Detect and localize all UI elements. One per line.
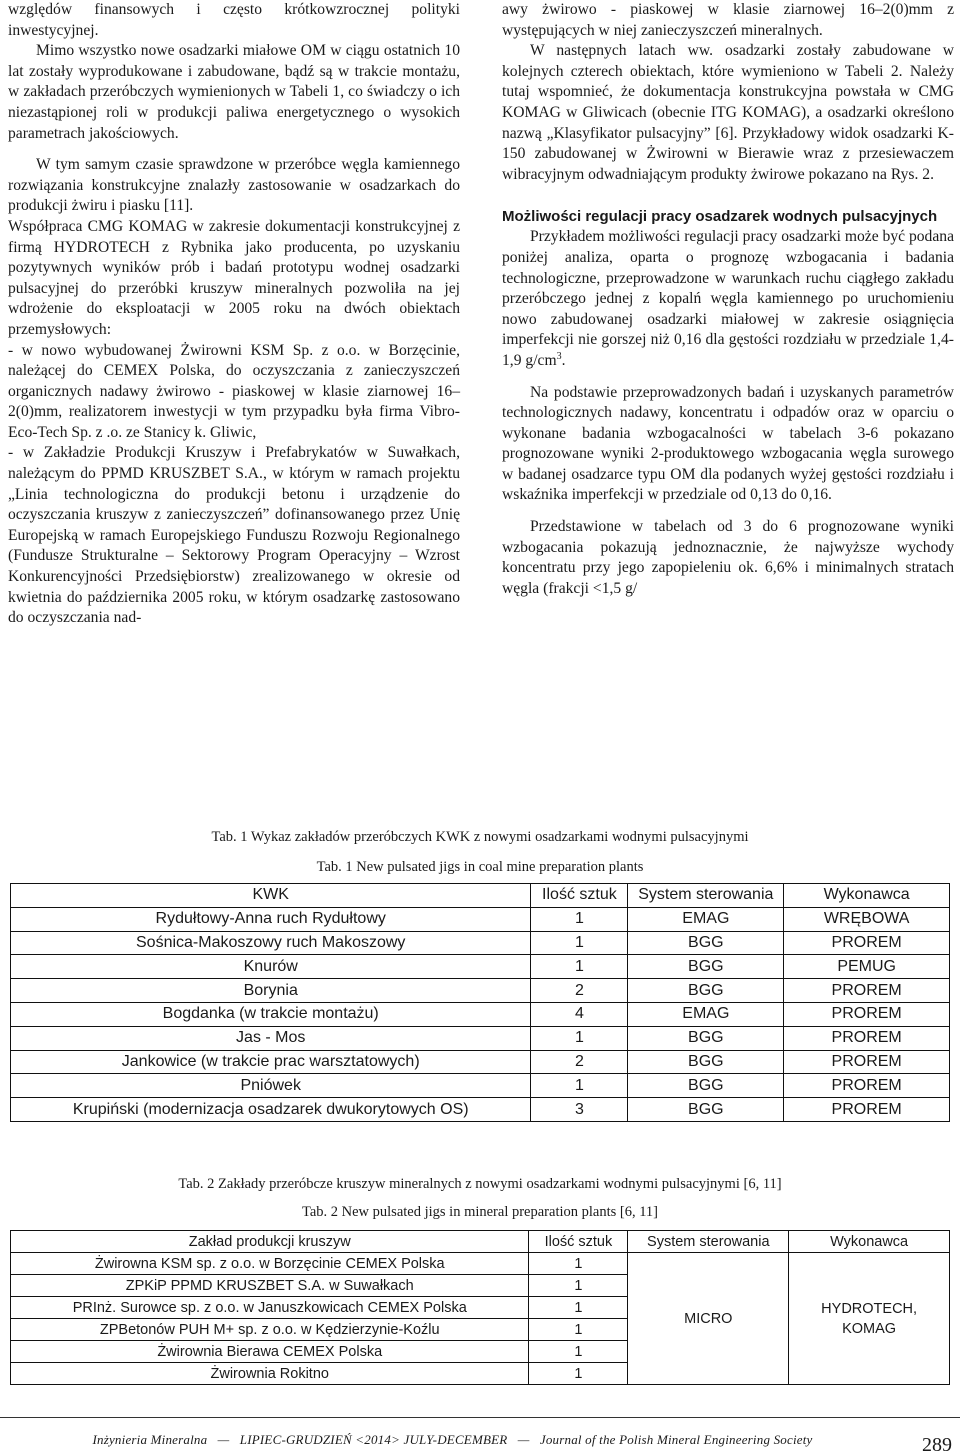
journal-name: Inżynieria Mineralna (92, 1432, 208, 1447)
table-cell: BGG (628, 931, 784, 955)
table-cell: 1 (529, 1341, 628, 1363)
table-cell: Borynia (11, 979, 531, 1003)
paragraph: Współpraca CMG KOMAG w zakresie dokumentacji konstrukcyjnej z firmą HYDROTECH z Rybnika jako producenta, po uzyskaniu pozytywnych wyników prób i badań prototypu wodnej osadzarki pulsacyjnej do przeróbki kruszyw mineralnych pozwoliła na jej wdrożenie do eksploatacji w 2005 roku na dwóch obiektach przemysłowych: (8, 217, 460, 338)
table-cell: 1 (531, 931, 628, 955)
table-cell: Krupiński (modernizacja osadzarek dwukorytowych OS) (11, 1098, 531, 1122)
table-cell: PRInż. Surowce sp. z o.o. w Januszkowicach CEMEX Polska (11, 1297, 529, 1319)
section-heading: Możliwości regulacji pracy osadzarek wodnych pulsacyjnych (502, 208, 938, 226)
table-cell: BGG (628, 1074, 784, 1098)
table-cell: BGG (628, 979, 784, 1003)
table-cell: ZPKiP PPMD KRUSZBET S.A. w Suwałkach (11, 1275, 529, 1297)
footer-divider (0, 1417, 960, 1418)
table-cell: Sośnica-Makoszowy ruch Makoszowy (11, 931, 531, 955)
contractor-line: HYDROTECH, (821, 1300, 918, 1317)
table-cell: Jas - Mos (11, 1026, 531, 1050)
table-row (11, 979, 950, 1003)
issue-info: LIPIEC-GRUDZIEŃ <2014> JULY-DECEMBER (239, 1432, 508, 1447)
table-row (11, 1098, 950, 1122)
table-header-cell: Wykonawca (789, 1231, 950, 1253)
table-cell: Jankowice (w trakcie prac warsztatowych) (11, 1050, 531, 1074)
table-cell: PROREM (784, 1026, 950, 1050)
table-row (11, 1050, 950, 1074)
paragraph: Przedstawione w tabelach od 3 do 6 prognozowane wyniki wzbogacania pokazują jednoznacznie, że najwyższe wychody koncentratu przy jego zapopieleniu ok. 6,6% i minimalnych stratach węgla (frakcji <1,5 g/ (502, 518, 954, 597)
table-cell: BGG (628, 955, 784, 979)
table-cell: BGG (628, 1050, 784, 1074)
table-cell: Knurów (11, 955, 531, 979)
table-row (11, 1002, 950, 1026)
table-cell: BGG (628, 1026, 784, 1050)
table-cell: 1 (531, 907, 628, 931)
table2-caption-pl: Tab. 2 Zakłady przeróbcze kruszyw mineralnych z nowymi osadzarkami wodnymi pulsacyjnymi [6, 11] (178, 1176, 782, 1192)
table-cell: 1 (529, 1319, 628, 1341)
table-cell: Bogdanka (w trakcie montażu) (11, 1002, 531, 1026)
table-cell: PROREM (784, 1050, 950, 1074)
table-cell: WRĘBOWA (784, 907, 950, 931)
paragraph: W następnych latach ww. osadzarki zostały zabudowane w kolejnych czterech obiektach, które wymieniono w Tabeli 2. Należy tutaj wspomnieć, że dokumentacja konstrukcyjna powstała w CMG KOMAG w Gliwicach (obecnie ITG KOMAG), a osadzarki określono nazwą „Klasyfikator pulsacyjny” [6]. Przykładowy widok osadzarki K-150 zabudowanej w Żwirowni w Bierawie wraz z przesiewaczem wibracyjnym odwadniającym produkty żwirowe pokazano na Rys. 2. (502, 42, 954, 183)
paragraph: względów finansowych i często krótkowzrocznej polityki inwestycyjnej. (8, 1, 460, 39)
table-cell: 1 (531, 1074, 628, 1098)
footer-separator: — (217, 1432, 230, 1447)
table-cell: Pniówek (11, 1074, 531, 1098)
left-column (8, 0, 460, 629)
table-header-row (11, 1231, 950, 1253)
right-column (502, 0, 954, 599)
table1-caption-pl: Tab. 1 Wykaz zakładów przeróbczych KWK z nowymi osadzarkami wodnymi pulsacyjnymi (211, 829, 749, 845)
table-cell: 1 (531, 1026, 628, 1050)
paragraph-end: . (561, 351, 566, 369)
table-cell: 1 (529, 1275, 628, 1297)
page-number: 289 (922, 1434, 952, 1455)
contractor-cell (789, 1253, 950, 1385)
table1 (10, 883, 950, 1122)
table-row (11, 1074, 950, 1098)
table-cell: PROREM (784, 979, 950, 1003)
table-row (11, 907, 950, 931)
table2-caption-en: Tab. 2 New pulsated jigs in mineral preparation plants [6, 11] (301, 1204, 659, 1220)
paragraph-text: Przykładem możliwości regulacji pracy osadzarki może być podana poniżej analiza, oparta o prognozę wzbogacania i badania technologiczne, przeprowadzone w warunkach ruchu ciągłego zakładu przeróbczego jednej z kopalń węgla kamiennego po uruchomieniu nowo zabudowanej osadzarki miałowej w zakresie osiągnięcia imperfekcji nie gorszej niż 0,16 dla gęstości rozdziału w przedziale 1,4-1,9 g/cm (502, 228, 954, 369)
paragraph (502, 227, 954, 371)
paragraph: Na podstawie przeprowadzonych badań i uzyskanych parametrów technologicznych nadawy, koncentratu i odpadów oraz w oparciu o wykonane badania wzbogacalności w tabelach 3-6 pokazano prognozowane wyniki 2-produktowego wzbogacania węgla surowego w badanej osadzarce typu OM dla podanych wyżej gęstości rozdziału i wskaźnika imperfekcji w przedziale od 0,13 do 0,16. (502, 383, 954, 504)
table-header-cell: Wykonawca (784, 884, 950, 908)
table-header-row (11, 884, 950, 908)
footer-journal-line (0, 1432, 905, 1448)
table-cell: Żwirownia Bierawa CEMEX Polska (11, 1341, 529, 1363)
table-header-cell: System sterowania (628, 1231, 789, 1253)
table-cell: PROREM (784, 1098, 950, 1122)
table2 (10, 1230, 950, 1385)
table-cell: Żwirownia Rokitno (11, 1363, 529, 1385)
table-cell: PROREM (784, 1074, 950, 1098)
paragraph: awy żwirowo - piaskowej w klasie ziarnowej 16–2(0)mm z występujących w niej zanieczyszczeń mineralnych. (502, 1, 954, 39)
table-row (11, 931, 950, 955)
table-cell: PROREM (784, 931, 950, 955)
table-cell: 2 (531, 1050, 628, 1074)
table-row (11, 1026, 950, 1050)
table-header-cell: System sterowania (628, 884, 784, 908)
table-header-cell: Ilość sztuk (531, 884, 628, 908)
table-cell: Rydułtowy-Anna ruch Rydułtowy (11, 907, 531, 931)
table-cell: 1 (529, 1253, 628, 1275)
table-cell: PROREM (784, 1002, 950, 1026)
table-header-cell: KWK (11, 884, 531, 908)
contractor-line: KOMAG (842, 1320, 897, 1337)
table-row (11, 1253, 950, 1275)
table-header-cell: Ilość sztuk (529, 1231, 628, 1253)
paragraph: Mimo wszystko nowe osadzarki miałowe OM w ciągu ostatnich 10 lat zostały wyprodukowane i zabudowane, bądź są w trakcie montażu, w zakładach przeróbczych wymienionych w Tabeli 1, co świadczy o ich niezastąpionej roli w produkcji paliwa energetycznego o wysokich parametrach jakościowych. (8, 42, 460, 142)
table-cell: 1 (529, 1297, 628, 1319)
table-cell: 1 (531, 955, 628, 979)
table-cell: 2 (531, 979, 628, 1003)
table-cell: 4 (531, 1002, 628, 1026)
table-row (11, 955, 950, 979)
table-cell: 3 (531, 1098, 628, 1122)
superscript: 3 (556, 350, 562, 362)
table-cell: EMAG (628, 1002, 784, 1026)
table-cell: 1 (529, 1363, 628, 1385)
table1-caption-en: Tab. 1 New pulsated jigs in coal mine preparation plants (316, 859, 644, 875)
table-cell: PEMUG (784, 955, 950, 979)
paragraph: W tym samym czasie sprawdzone w przeróbce węgla kamiennego rozwiązania konstrukcyjne znalazły zastosowanie w osadzarkach do produkcji żwiru i piasku [11]. (8, 156, 460, 215)
table-cell: EMAG (628, 907, 784, 931)
list-item: - w Zakładzie Produkcji Kruszyw i Prefabrykatów w Suwałkach, należącym do PPMD KRUSZBET S.A., w którym w ramach projektu „Linia technologiczna do produkcji betonu i urządzenie do oczyszczania kruszyw z zanieczyszczeń” dofinansowanego przez Unię Europejską w ramach Europejskiego Funduszu Rozwoju Regionalnego (Fundusze Strukturalne – Sektorowy Program Operacyjny – Wzrost Konkurencyjności Przedsiębiorstw) zrealizowanego w okresie od kwietnia do października 2005 roku, w którym osadzarkę zastosowano do oczyszczania nad- (8, 444, 460, 627)
society-name: Journal of the Polish Mineral Engineering Society (539, 1432, 813, 1447)
table-cell: BGG (628, 1098, 784, 1122)
table-header-cell: Zakład produkcji kruszyw (11, 1231, 529, 1253)
footer-separator: — (517, 1432, 530, 1447)
table-cell: Żwirowna KSM sp. z o.o. w Borzęcinie CEMEX Polska (11, 1253, 529, 1275)
list-item: - w nowo wybudowanej Żwirowni KSM Sp. z o.o. w Borzęcinie, należącej do CEMEX Polska, do oczyszczania z zanieczyszczeń organicznych nadawy żwirowo - piaskowej w klasie ziarnowej 16–2(0)mm, realizatorem inwestycji w tym przypadku była firma Vibro-Eco-Tech Sp. z .o. ze Stanicy k. Gliwic, (8, 341, 460, 441)
table-cell: ZPBetonów PUH M+ sp. z o.o. w Kędzierzynie-Koźlu (11, 1319, 529, 1341)
control-system-cell: MICRO (628, 1253, 789, 1385)
